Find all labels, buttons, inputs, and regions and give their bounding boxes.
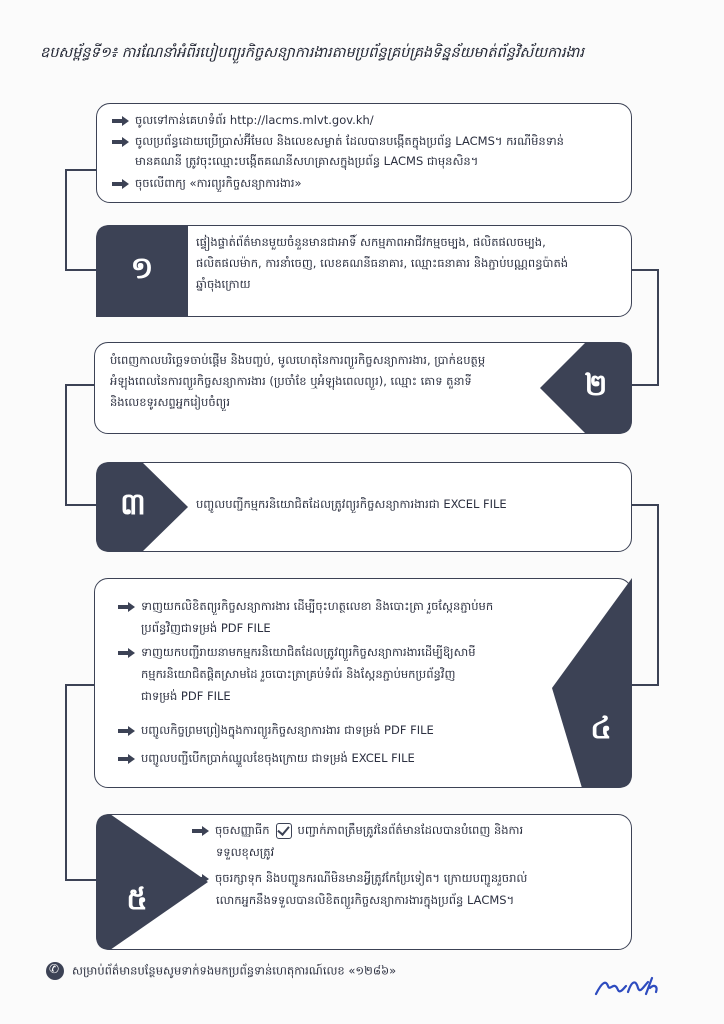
arrow-right-icon — [112, 179, 129, 189]
step-5-item-1: ចុចសញ្ញាធីក បញ្ជាក់ភាពត្រឹមត្រូវនៃព័ត៌មានដែលបានបំពេញ និងការ — [192, 820, 523, 840]
intro-item-2: ចូលប្រព័ន្ធដោយប្រើប្រាស់អ៊ីមែល និងលេខសម្ងាត់ ដែលបានបង្កើតក្នុងប្រព័ន្ធ LACMS។ ករណីមិនទាន់ — [112, 131, 564, 151]
arrow-right-icon — [112, 116, 129, 126]
arrow-right-icon — [192, 874, 209, 884]
arrow-right-icon — [192, 826, 209, 836]
phone-icon — [46, 962, 64, 980]
footer-text: សម្រាប់ព័ត៌មានបន្ថែមសូមទាក់ទងមកប្រព័ន្ធទាន់ហេតុការណ៍លេខ «១២៨៦» — [72, 963, 397, 978]
footer-contact — [46, 962, 396, 981]
step-4-item-3: បញ្ចូលកិច្ចព្រមព្រៀងក្នុងការព្យួរកិច្ចសន្យាការងារ ជាទម្រង់ PDF FILE — [118, 720, 434, 740]
step-4-item-2-cont-1: កម្មករនិយោជិតផ្តិតស្រាមដៃ រួចបោះត្រាគ្រប់ទំព័រ និងស្កែនភ្ជាប់មកប្រព័ន្ធវិញ — [141, 667, 456, 681]
intro-item-1: ចូលទៅកាន់គេហទំព័រ http://lacms.mlvt.gov.kh/ — [112, 110, 374, 130]
arrow-right-icon — [112, 137, 129, 147]
step-4-item-4: បញ្ចូលបញ្ជីបើកប្រាក់ឈ្នួលខែចុងក្រោយ ជាទម្រង់ EXCEL FILE — [118, 748, 415, 768]
step-1-badge — [96, 225, 188, 317]
intro-item-3: ចុចលើពាក្យ «ការព្យួរកិច្ចសន្យាការងារ» — [112, 173, 302, 193]
step-5-number: ៥ — [126, 882, 148, 917]
step-1-line-2: ផលិតផលម៉ាក, ការនាំចេញ, លេខគណនីធនាគារ, ឈ្មោះធនាគារ និងភ្ជាប់បណ្ណពន្ធប៉ាតង់ — [196, 256, 569, 270]
step-5-item-2: ចុចរក្សាទុក និងបញ្ជូនករណីមិនមានអ្វីត្រូវកែប្រែទៀត។ ក្រោយបញ្ជូនរួចរាល់ — [192, 868, 527, 888]
step-2-number: ២ — [584, 368, 608, 403]
step-1-line-3: ឆ្នាំចុងក្រោយ — [196, 277, 251, 291]
step-4-item-1: ទាញយកលិខិតព្យួរកិច្ចសន្យាការងារ ដើម្បីចុះហត្ថលេខា និងបោះត្រា រួចស្កែនភ្ជាប់មក — [118, 596, 493, 616]
step-4-badge — [552, 578, 632, 788]
step-1-number: ១ — [130, 251, 154, 286]
step-3-line-1: បញ្ចូលបញ្ជីកម្មករនិយោជិតដែលត្រូវព្យួរកិច្ចសន្យាការងារជា EXCEL FILE — [196, 497, 507, 511]
step-4-item-1-cont: ប្រព័ន្ធវិញជាទម្រង់ PDF FILE — [141, 621, 271, 635]
step-5-item-1-cont: ទទួលខុសត្រូវ — [216, 845, 275, 859]
step-4-item-2: ទាញយកបញ្ជីរាយនាមកម្មករនិយោជិតដែលត្រូវព្យួរកិច្ចសន្យាការងារដើម្បីឱ្យសាមី — [118, 642, 476, 662]
step-2-badge — [540, 342, 632, 434]
arrow-right-icon — [118, 726, 135, 736]
step-3-number: ៣ — [120, 487, 146, 522]
step-1-line-1: ផ្ទៀងផ្ទាត់ព័ត៌មានមួយចំនួនមានជាអាទិ៍ សកម្មភាពអាជីវកម្មចម្បង, ផលិតផលចម្បង, — [196, 235, 546, 249]
arrow-right-icon — [118, 648, 135, 658]
checkbox-icon — [276, 823, 292, 839]
page-title: ឧបសម្ព័ន្ធទី១៖ ការណែនាំអំពីរបៀបព្យួរកិច្ចសន្យាការងារតាមប្រព័ន្ធគ្រប់គ្រងទិន្នន័យមាត់ព័ន្ធវិស័យការងារ — [40, 45, 584, 61]
step-2-line-2: អំឡុងពេលនៃការព្យួរកិច្ចសន្យាការងារ (ប្រចាំខែ ឬអំឡុងពេលព្យួរ), ឈ្មោះ គោទ តួនាទី — [110, 374, 472, 388]
step-2-line-1: បំពេញកាលបរិច្ឆេទចាប់ផ្ដើម និងបញ្ចប់, មូលហេតុនៃការព្យួរកិច្ចសន្យាការងារ, ប្រាក់ឧបត្ថម្ភ — [110, 353, 486, 367]
arrow-right-icon — [118, 602, 135, 612]
step-2-line-3: និងលេខទូរសព្ទអ្នករៀបចំព្យួរ — [110, 395, 230, 409]
step-5-item-2-cont: លោកអ្នកនឹងទទួលបានលិខិតព្យួរកិច្ចសន្យាការងារក្នុងប្រព័ន្ធ LACMS។ — [216, 893, 515, 907]
arrow-right-icon — [118, 754, 135, 764]
step-3-badge — [96, 462, 188, 552]
intro-item-2-cont: មានគណនី ត្រូវចុះឈ្មោះបង្កើតគណនីសហគ្រាសក្នុងប្រព័ន្ធ LACMS ជាមុនសិន។ — [135, 154, 479, 168]
step-4-item-2-cont-2: ជាទម្រង់ PDF FILE — [141, 689, 231, 703]
step-4-number: ៤ — [590, 711, 612, 746]
signature-image — [592, 972, 662, 1002]
